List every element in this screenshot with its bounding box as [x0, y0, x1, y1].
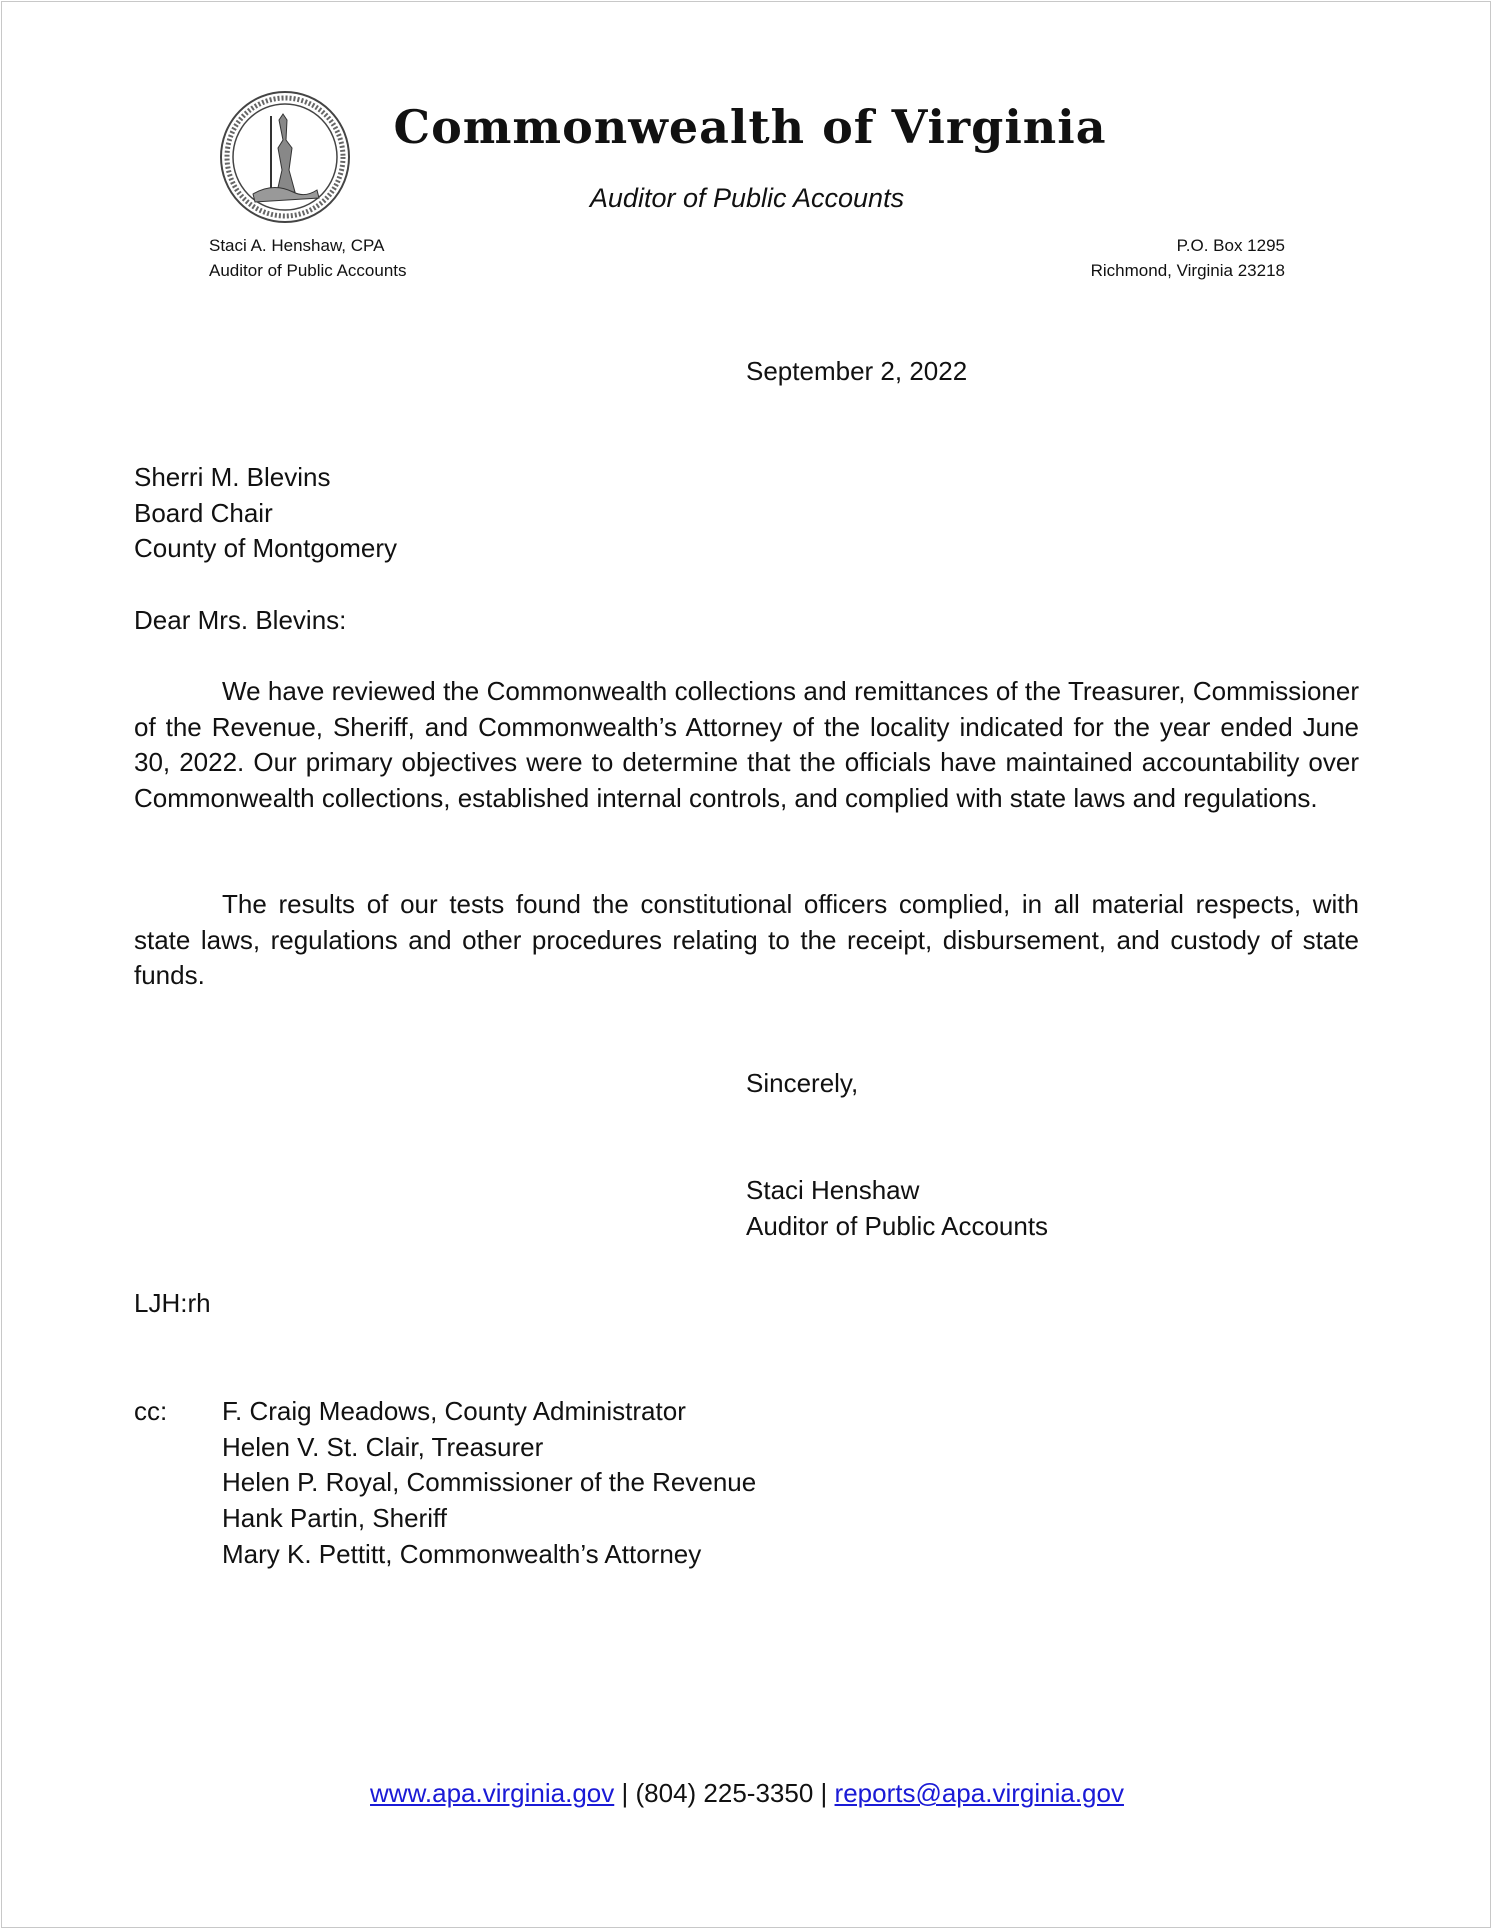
- recipient-block: [134, 460, 1359, 567]
- body-paragraph-1: We have reviewed the Commonwealth collections and remittances of the Treasurer, Commissioner of the Revenue, Sheriff, and Commonwealth’s Attorney of the locality indicated for the year ended June 30, 2022. Our primary objectives were to determine that the officials have maintained accountability over Commonwealth collections, established internal controls, and complied with state laws and regulations.: [134, 676, 1359, 814]
- website-link[interactable]: www.apa.virginia.gov: [370, 1778, 615, 1808]
- cc-item: Helen P. Royal, Commissioner of the Revenue: [222, 1467, 757, 1498]
- typist-initials: LJH:rh: [134, 1288, 211, 1318]
- letterhead-subtitle: Auditor of Public Accounts: [589, 183, 905, 213]
- sender-block: [209, 233, 407, 283]
- signature-block: [746, 1173, 1048, 1244]
- cc-item: Helen V. St. Clair, Treasurer: [222, 1431, 544, 1462]
- recipient-org: County of Montgomery: [134, 533, 398, 564]
- closing: Sincerely,: [746, 1068, 859, 1098]
- recipient-name: Sherri M. Blevins: [134, 462, 331, 492]
- phone-number: (804) 225-3350: [635, 1778, 814, 1808]
- email-link[interactable]: reports@apa.virginia.gov: [834, 1778, 1124, 1808]
- cc-label: cc:: [134, 1396, 168, 1426]
- letter-date: September 2, 2022: [746, 356, 968, 386]
- letterhead-title: Commonwealth of Virginia: [393, 100, 1107, 154]
- sender-title: Auditor of Public Accounts: [209, 261, 407, 280]
- signer-name: Staci Henshaw: [746, 1175, 920, 1205]
- separator: |: [621, 1778, 629, 1808]
- po-box: P.O. Box 1295: [1176, 236, 1285, 255]
- cc-item: Mary K. Pettitt, Commonwealth’s Attorney: [222, 1538, 702, 1569]
- salutation: Dear Mrs. Blevins:: [134, 605, 347, 635]
- cc-item: F. Craig Meadows, County Administrator: [222, 1396, 686, 1426]
- cc-list: [222, 1394, 756, 1573]
- separator: |: [820, 1778, 828, 1808]
- sender-name: Staci A. Henshaw, CPA: [209, 236, 385, 255]
- city-state-zip: Richmond, Virginia 23218: [1090, 261, 1285, 280]
- recipient-title: Board Chair: [134, 497, 273, 528]
- footer: [0, 1778, 1494, 1809]
- sender-address: [1091, 233, 1285, 283]
- cc-item: Hank Partin, Sheriff: [222, 1503, 447, 1534]
- signer-title: Auditor of Public Accounts: [746, 1210, 1049, 1241]
- body-paragraph-2: The results of our tests found the constitutional officers complied, in all material respects, with state laws, regulations and other procedures relating to the receipt, disbursement, and custody of state funds.: [134, 889, 1359, 991]
